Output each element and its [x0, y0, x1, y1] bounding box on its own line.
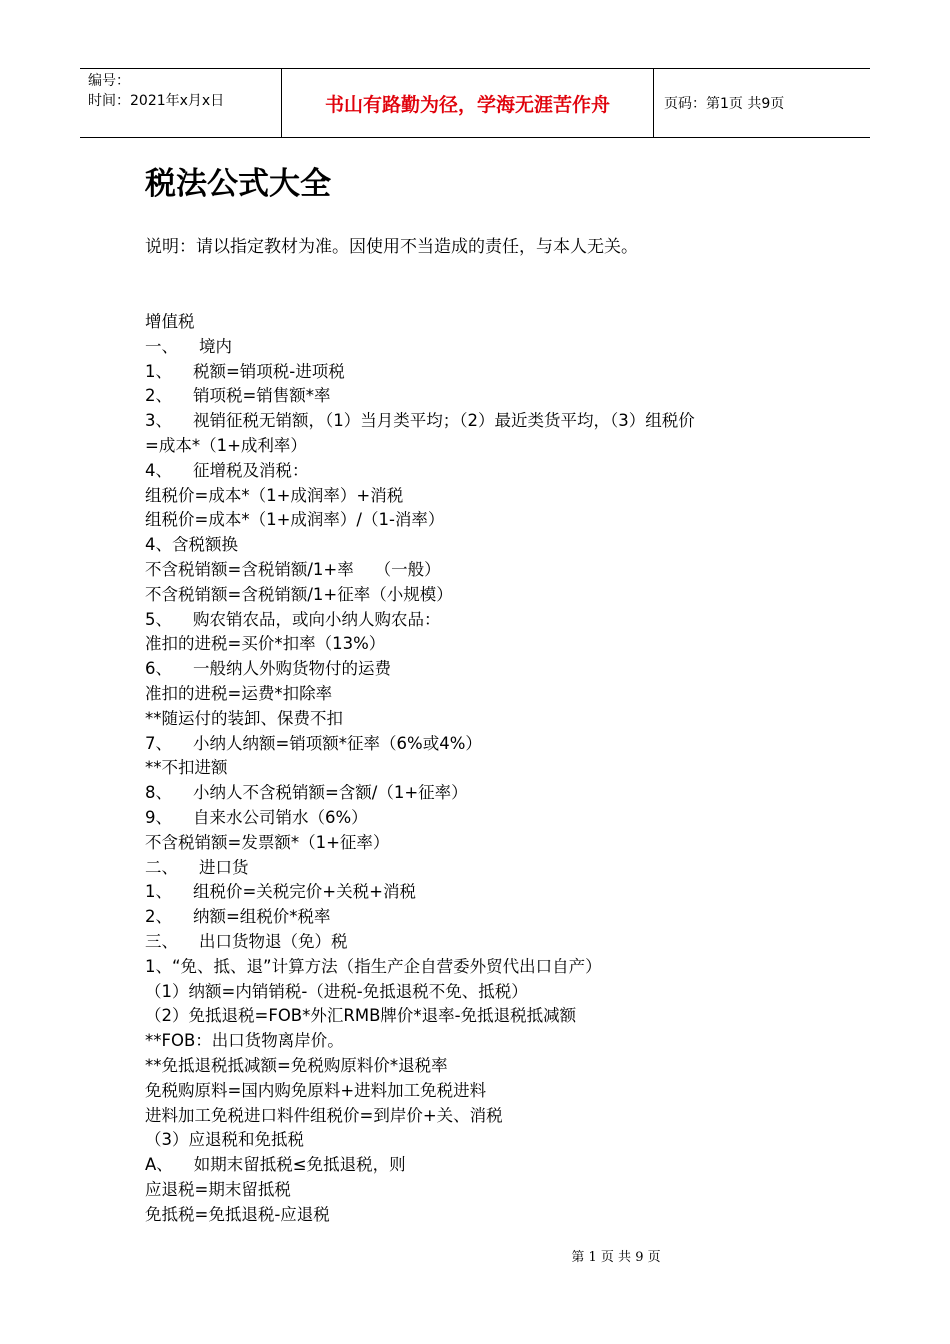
text-line: **不扣进额 [145, 758, 228, 778]
text-line: 1、 组税价=关税完价+关税+消税 [145, 882, 416, 902]
text-line: 不含税销额=含税销额/1+征率（小规模） [145, 584, 453, 604]
text-line: 2、 纳额=组税价*税率 [145, 907, 331, 927]
text-line: 2、 销项税=销售额*率 [145, 386, 331, 406]
text-line: 7、 小纳人纳额=销项额*征率（6%或4%） [145, 733, 482, 753]
text-line: （2）免抵退税=FOB*外汇RMB牌价*退率-免抵退税抵减额 [145, 1006, 577, 1026]
header-motto-cell [282, 69, 654, 137]
motto-text: 书山有路勤为径，学海无涯苦作舟 [324, 93, 610, 116]
text-line: 6、 一般纳人外购货物付的运费 [145, 659, 391, 679]
text-line: 准扣的进税=运费*扣除率 [145, 683, 333, 703]
text-line: 4、 征增税及消税： [145, 460, 309, 480]
text-line: 5、 购农销农品，或向小纳人购农品： [145, 609, 441, 629]
text-line: 4、含税额换 [145, 535, 238, 555]
document-body [145, 310, 825, 1227]
text-line: A、 如期末留抵税≤免抵退税，则 [145, 1155, 406, 1175]
text-line: 9、 自来水公司销水（6%） [145, 807, 368, 827]
text-line: 不含税销额=发票额*（1+征率） [145, 832, 390, 852]
text-line: 8、 小纳人不含税销额=含额/（1+征率） [145, 783, 468, 803]
number-label: 编号： [88, 73, 130, 89]
text-line: **FOB：出口货物离岸价。 [145, 1031, 344, 1051]
header-info-cell [80, 69, 282, 137]
text-line: 三、 出口货物退（免）税 [145, 931, 348, 951]
page-header [80, 68, 870, 138]
text-line: 一、 境内 [145, 336, 232, 356]
time-label: 时间：2021年x月x日 [88, 93, 225, 109]
text-line: （3）应退税和免抵税 [145, 1130, 304, 1150]
text-line: 进料加工免税进口料件组税价=到岸价+关、消税 [145, 1105, 503, 1125]
text-line: 准扣的进税=买价*扣率（13%） [145, 634, 386, 654]
header-page-cell [654, 69, 870, 137]
text-line: =成本*（1+成利率） [145, 435, 307, 455]
text-line: **随运付的装卸、保费不扣 [145, 708, 343, 728]
text-line: 免税购原料=国内购免原料+进料加工免税进料 [145, 1080, 487, 1100]
text-line: 增值税 [145, 312, 195, 331]
text-line: 组税价=成本*（1+成润率）+消税 [145, 485, 404, 505]
page-footer [0, 1246, 950, 1265]
text-line: 1、 税额=销项税-进项税 [145, 361, 345, 381]
text-line: 应退税=期末留抵税 [145, 1179, 291, 1199]
document-note: 说明：请以指定教材为准。因使用不当造成的责任，与本人无关。 [145, 237, 638, 257]
document-title: 税法公式大全 [145, 166, 331, 202]
text-line: **免抵退税抵减额=免税购原料价*退税率 [145, 1055, 448, 1075]
text-line: 1、“免、抵、退”计算方法（指生产企自营委外贸代出口自产） [145, 956, 602, 976]
page-number-label: 页码：第1页 共9页 [664, 96, 785, 112]
footer-page-number: 第 1 页 共 9 页 [571, 1250, 661, 1265]
text-line: 免抵税=免抵退税-应退税 [145, 1204, 330, 1224]
text-line: 组税价=成本*（1+成润率）/（1-消率） [145, 510, 445, 530]
text-line: 不含税销额=含税销额/1+率 （一般） [145, 559, 441, 579]
text-line: 二、 进口货 [145, 857, 249, 877]
text-line: 3、 视销征税无销额，（1）当月类平均；（2）最近类货平均，（3）组税价 [145, 411, 695, 431]
text-line: （1）纳额=内销销税-（进税-免抵退税不免、抵税） [145, 981, 528, 1001]
